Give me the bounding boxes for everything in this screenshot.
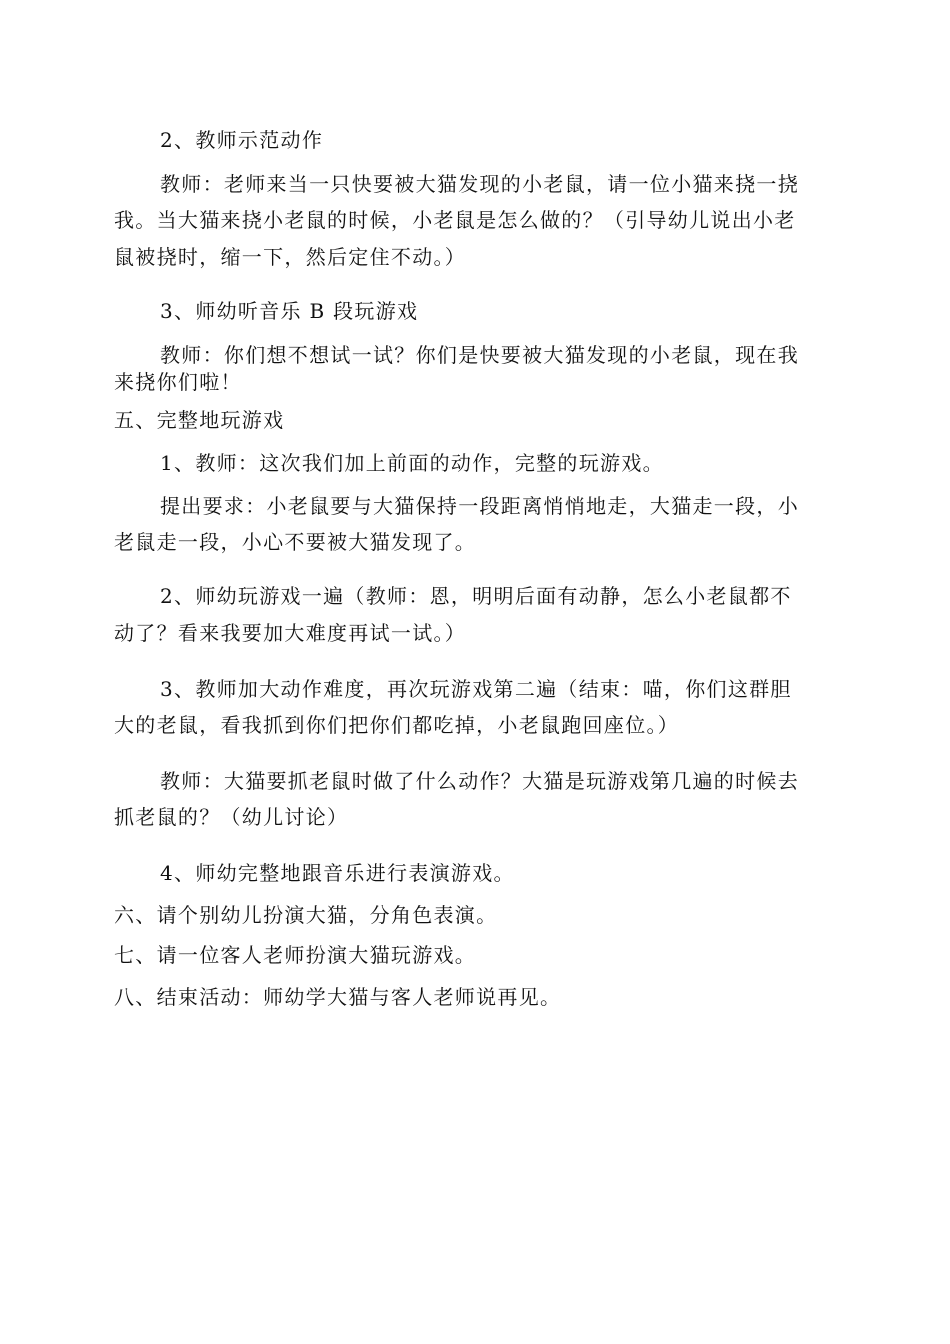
step-4-line: 4、师幼完整地跟音乐进行表演游戏。 — [160, 861, 515, 885]
section-6-heading: 六、请个别幼儿扮演大猫，分角色表演。 — [114, 903, 498, 927]
step-3-heading: 3、师幼听音乐 B 段玩游戏 — [160, 299, 419, 323]
section-5-heading: 五、完整地玩游戏 — [114, 408, 285, 432]
paragraph-line: 提出要求：小老鼠要与大猫保持一段距离悄悄地走，大猫走一段，小 — [160, 494, 799, 518]
paragraph-line: 动了？看来我要加大难度再试一试。） — [114, 621, 467, 645]
step-1-line: 1、教师：这次我们加上前面的动作，完整的玩游戏。 — [160, 451, 664, 475]
paragraph-line: 大的老鼠，看我抓到你们把你们都吃掉，小老鼠跑回座位。） — [114, 713, 680, 737]
step-2-line: 2、师幼玩游戏一遍（教师：恩，明明后面有动静，怎么小老鼠都不 — [160, 584, 792, 608]
paragraph-line: 老鼠走一段，小心不要被大猫发现了。 — [114, 530, 477, 554]
paragraph-line: 抓老鼠的？（幼儿讨论） — [114, 805, 349, 829]
paragraph-line: 我。当大猫来挠小老鼠的时候，小老鼠是怎么做的？（引导幼儿说出小老 — [114, 208, 796, 232]
step-3-line: 3、教师加大动作难度，再次玩游戏第二遍（结束：喵，你们这群胆 — [160, 677, 792, 701]
paragraph-line: 教师：你们想不想试一试？你们是快要被大猫发现的小老鼠，现在我 — [160, 343, 799, 367]
paragraph-line: 教师：大猫要抓老鼠时做了什么动作？大猫是玩游戏第几遍的时候去 — [160, 769, 799, 793]
section-7-heading: 七、请一位客人老师扮演大猫玩游戏。 — [114, 943, 477, 967]
paragraph-line: 来挠你们啦！ — [114, 370, 242, 394]
section-8-heading: 八、结束活动：师幼学大猫与客人老师说再见。 — [114, 985, 562, 1009]
step-2-heading: 2、教师示范动作 — [160, 128, 324, 152]
paragraph-line: 教师：老师来当一只快要被大猫发现的小老鼠，请一位小猫来挠一挠 — [160, 172, 799, 196]
paragraph-line: 鼠被挠时，缩一下，然后定住不动。） — [114, 245, 467, 269]
